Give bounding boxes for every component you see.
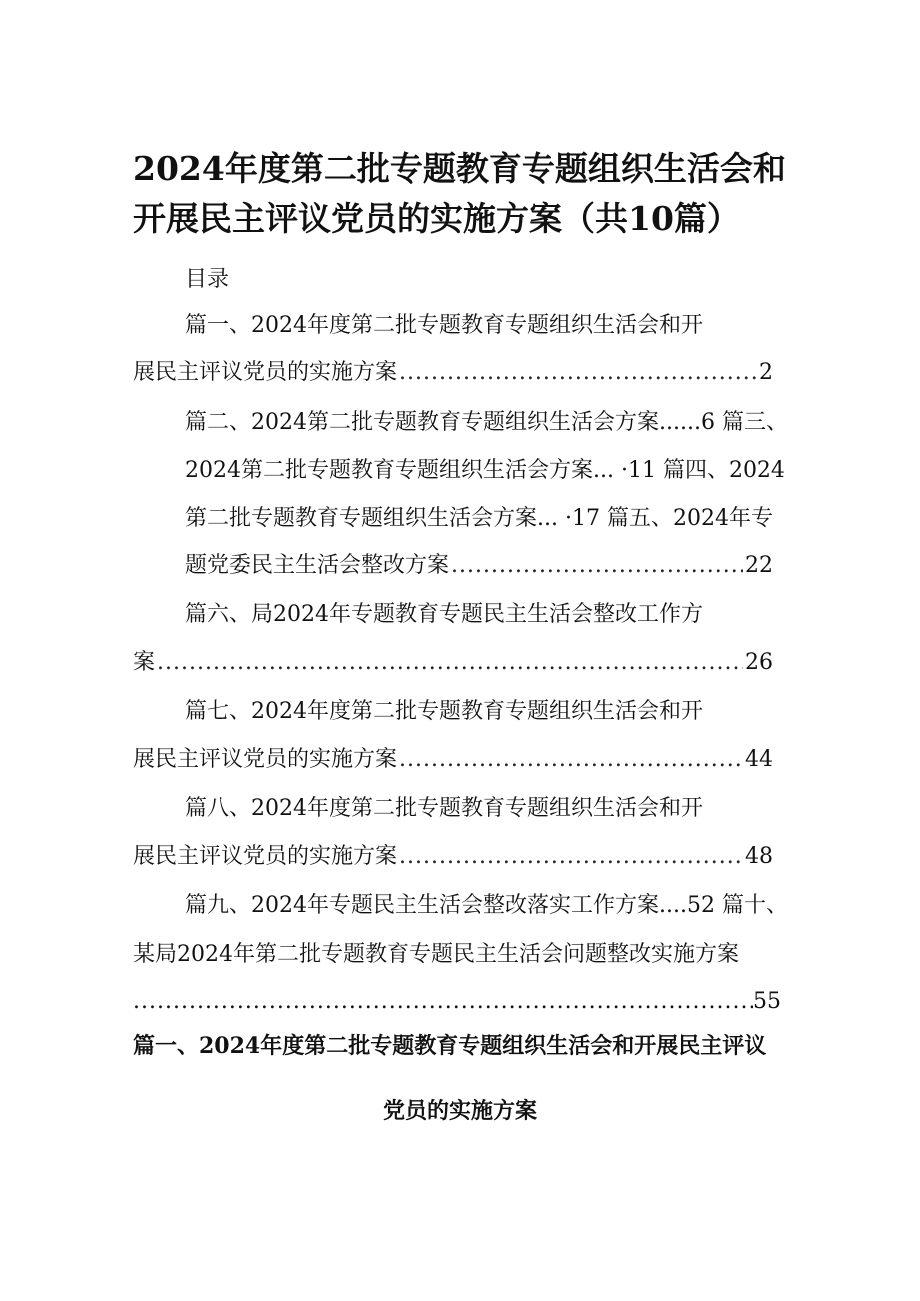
toc-entry-text: 展民主评议党员的实施方案	[133, 747, 398, 772]
leader-dots	[399, 745, 743, 775]
toc-page-number: 2	[759, 360, 773, 385]
leader-dots	[157, 648, 743, 678]
title-line-2: 开展民主评议党员的实施方案（共10篇）	[133, 199, 740, 238]
toc-line: 篇八、2024年度第二批专题教育专题组织生活会和开	[185, 796, 703, 821]
toc-entry[interactable]	[133, 745, 773, 775]
toc-entry[interactable]	[133, 987, 781, 1017]
toc-entry[interactable]	[133, 648, 773, 678]
toc-entry-text: 展民主评议党员的实施方案	[133, 360, 398, 385]
section-subheading: 党员的实施方案	[382, 1098, 537, 1124]
leader-dots	[399, 842, 743, 872]
toc-label: 目录	[185, 267, 230, 292]
toc-entry-text: 题党委民主生活会整改方案	[185, 553, 450, 578]
toc-page-number: 26	[745, 650, 773, 675]
title-line-1: 2024年度第二批专题教育专题组织生活会和	[133, 149, 786, 188]
leader-dots	[133, 987, 753, 1017]
toc-line: 篇二、2024第二批专题教育专题组织生活会方案......6 篇三、	[185, 410, 788, 435]
toc-entry-text: 展民主评议党员的实施方案	[133, 844, 398, 869]
toc-page-number: 22	[745, 553, 773, 578]
toc-entry[interactable]	[133, 842, 773, 872]
toc-line: 篇一、2024年度第二批专题教育专题组织生活会和开	[185, 313, 703, 338]
toc-line: 篇九、2024年专题民主生活会整改落实工作方案....52 篇十、	[185, 893, 788, 918]
toc-line: 2024第二批专题教育专题组织生活会方案... ·11 篇四、2024	[185, 458, 785, 483]
leader-dots	[399, 358, 757, 388]
toc-entry[interactable]	[185, 551, 773, 581]
toc-line: 第二批专题教育专题组织生活会方案... ·17 篇五、2024年专	[185, 506, 773, 531]
toc-entry-text: 案	[133, 650, 156, 675]
section-heading: 篇一、2024年度第二批专题教育专题组织生活会和开展民主评议	[133, 1033, 767, 1059]
toc-line: 篇六、局2024年专题教育专题民主生活会整改工作方	[185, 602, 703, 627]
toc-line: 篇七、2024年度第二批专题教育专题组织生活会和开	[185, 699, 703, 724]
leader-dots	[451, 551, 743, 581]
toc-page-number: 48	[745, 844, 773, 869]
toc-page-number: 44	[745, 747, 773, 772]
toc-line: 某局2024年第二批专题教育专题民主生活会问题整改实施方案	[133, 942, 739, 967]
toc-entry[interactable]	[133, 358, 773, 388]
toc-page-number: 55	[753, 989, 781, 1014]
